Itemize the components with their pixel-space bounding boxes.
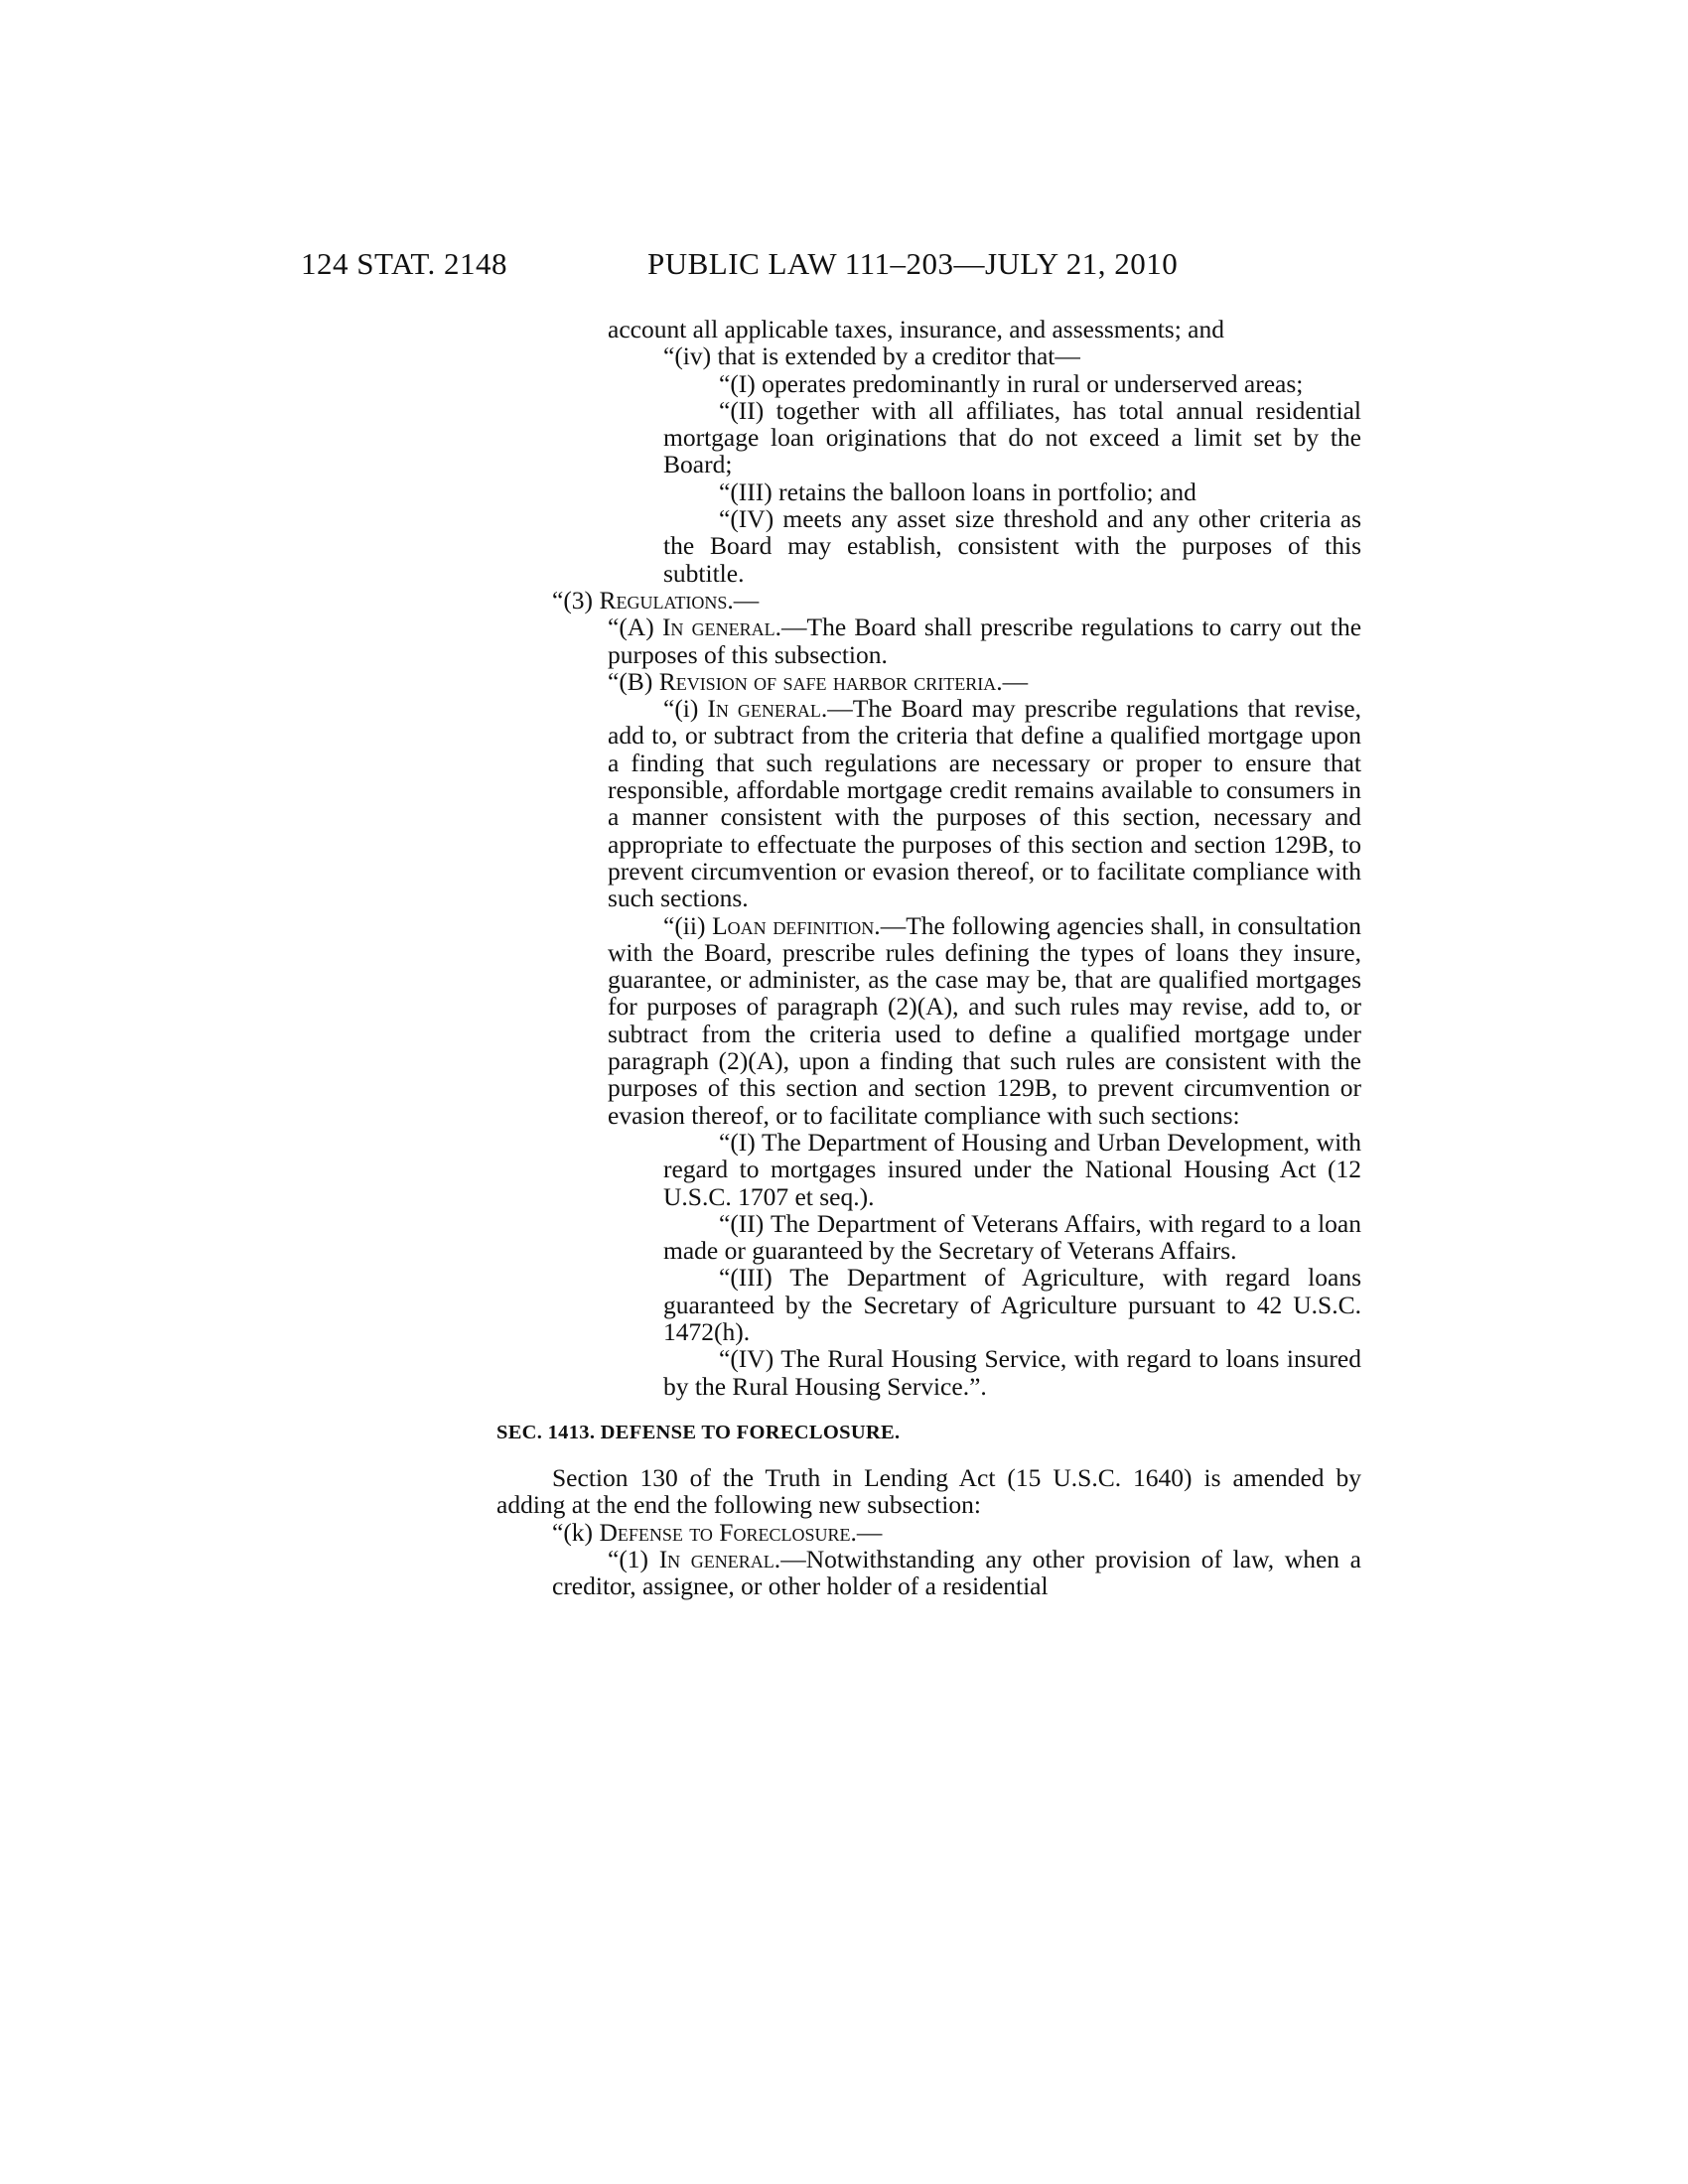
paragraph: account all applicable taxes, insurance, and assessments; and [608,315,1224,343]
stat-citation: 124 STAT. 2148 [301,246,508,281]
enumerator: “(i) [663,694,708,724]
paragraph-text: —The Board shall prescribe regulations to carry out the purposes of this subsection. [608,613,1362,669]
paragraph-text: —Notwithstanding any other provision of law, when a creditor, assignee, or other holder of a residential [552,1545,1361,1601]
paragraph: “(I) operates predominantly in rural or underserved areas; [719,368,1304,398]
paragraph-text: —The Board may prescribe regulations that revise, add to, or subtract from the criteria that define a qualified mortgage upon a finding that such regulations are necessary or proper to ensure that responsible, affordable mortgage credit remains available to consumers in a manner consistent with the purposes of this section, necessary and appropriate to effectuate the purposes of this section and section 129B, to prevent circumvention or evasion thereof, or to facilitate compliance with such sections. [608,694,1361,913]
paragraph: Section 130 of the Truth in Lending Act (15 U.S.C. 1640) is amended by adding at the end the following new subsection: [496,1463,1361,1520]
heading-text: In general. [707,694,828,724]
enumerator: “(k) [552,1517,600,1547]
enumerator: “(B) [608,666,659,696]
enumerator: “(ii) [663,910,713,940]
paragraph [608,695,1361,911]
paragraph: “(iv) that is extended by a creditor that— [663,341,1080,371]
paragraph-text: —The following agencies shall, in consultation with the Board, prescribe rules defining the types of loans they insure, guarantee, or administer, as the case may be, that are qualified mortgages for purposes of paragraph (2)(A), and such rules may revise, add to, or subtract from the criteria used to define a qualified mortgage under paragraph (2)(A), upon a finding that such rules are consistent with the purposes of this section and section 129B, to prevent circumvention or evasion thereof, or to facilitate compliance with such sections: [608,910,1361,1130]
heading-text: In general. [658,1545,781,1574]
enumerator: “(A) [608,613,662,642]
heading-text: In general. [661,613,782,642]
paragraph-heading [552,1519,1361,1546]
heading-text: Revision of safe harbor criteria.— [658,666,1029,696]
heading-text: Defense to Foreclosure.— [599,1517,883,1547]
enumerator: “(1) [608,1545,659,1574]
paragraph: “(IV) meets any asset size threshold and any other criteria as the Board may establish, consistent with the purposes of this subtitle. [663,504,1361,588]
paragraph: “(II) together with all affiliates, has total annual residential mortgage loan originations that do not exceed a limit set by the Board; [663,395,1361,479]
paragraph [608,912,1361,1129]
paragraph: “(II) The Department of Veterans Affairs, with regard to a loan made or guaranteed by the Secretary of Veterans Affairs. [663,1208,1361,1266]
paragraph: “(I) The Department of Housing and Urban Development, with regard to mortgages insured under the National Housing Act (12 U.S.C. 1707 et seq.). [663,1127,1361,1211]
paragraph: “(IV) The Rural Housing Service, with regard to loans insured by the Rural Housing Service.”. [663,1344,1361,1401]
paragraph [552,1546,1361,1600]
paragraph: “(III) retains the balloon loans in portfolio; and [719,477,1196,506]
heading-text: Loan definition. [712,910,881,940]
enumerator: “(3) [552,585,600,614]
paragraph: “(III) The Department of Agriculture, with regard loans guaranteed by the Secretary of Agriculture pursuant to 42 U.S.C. 1472(h). [663,1263,1361,1346]
paragraph [608,614,1361,668]
running-header: PUBLIC LAW 111–203—JULY 21, 2010 [647,246,1179,281]
document-body [0,316,1688,1600]
section-heading: SEC. 1413. DEFENSE TO FORECLOSURE. [496,1421,901,1443]
paragraph-heading [608,668,1361,695]
heading-text: Regulations.— [599,585,760,614]
paragraph-heading [552,587,1417,614]
